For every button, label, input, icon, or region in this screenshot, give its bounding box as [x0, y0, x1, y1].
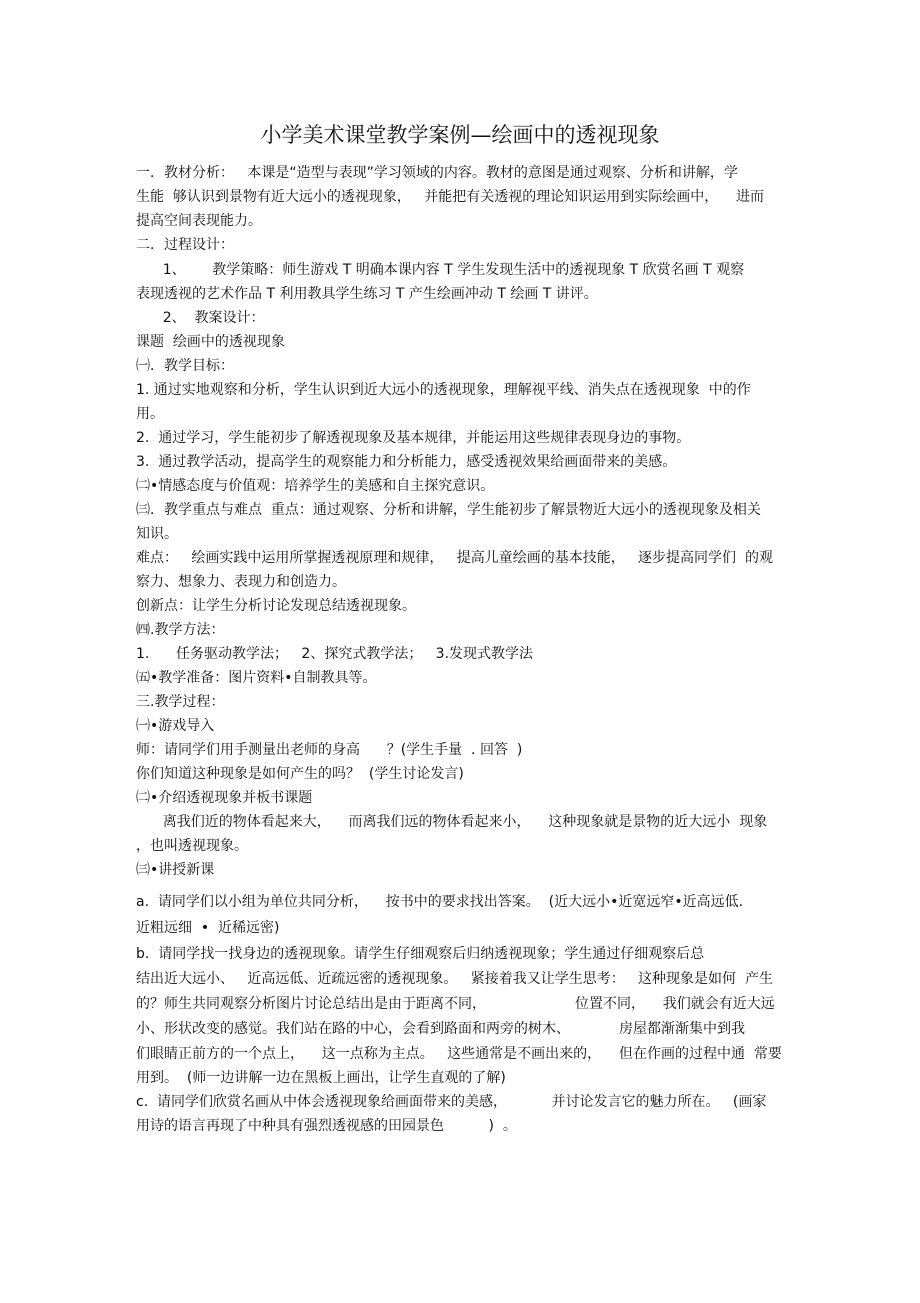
- text-line: 1. 通过实地观察和分析，学生认识到近大远小的透视现象，理解视平线、消失点在透视现象 中的作: [136, 382, 751, 398]
- text-line: 小、形状改变的感觉。我们站在路的中心，会看到路面和两旁的树木、 房屋都渐渐集中到我: [136, 1021, 745, 1037]
- text-line: ㈠．教学目标：: [136, 358, 234, 374]
- text-line: ㈣.教学方法：: [136, 622, 225, 638]
- text-line: ㈤•教学准备：图片资料•自制教具等。: [136, 670, 377, 686]
- text-line: 难点： 绘画实践中运用所掌握透视原理和规律， 提高儿童绘画的基本技能， 逐步提高同学们 的观: [136, 550, 773, 566]
- text-line: b. 请同学找一找身边的透视现象。请学生仔细观察后归纳透视现象；学生通过仔细观察后总: [136, 946, 705, 962]
- text-line: 察力、想象力、表现力和创造力。: [136, 574, 346, 590]
- text-line: 师：请同学们用手测量出老师的身高 ？(学生手量 . 回答 ): [136, 742, 523, 758]
- text-line: 课题 绘画中的透视现象: [136, 334, 285, 350]
- text-line: a. 请同学们以小组为单位共同分析， 按书中的要求找出答案。 (近大远小•近宽远窄•近高远低.: [136, 894, 744, 910]
- text-line: 近粗远细 • 近稀远密): [136, 920, 280, 936]
- text-line: 结出近大远小、 近高远低、近疏远密的透视现象。 紧接着我又让学生思考： 这种现象是如何 产生: [136, 971, 773, 987]
- text-line: 知识。: [136, 526, 178, 542]
- text-line: ㈢．教学重点与难点 重点：通过观察、分析和讲解，学生能初步了解景物近大远小的透视现象及相关: [136, 502, 761, 518]
- text-line: 创新点：让学生分析讨论发现总结透视现象。: [136, 598, 416, 614]
- document-title: 小学美术课堂教学案例—绘画中的透视现象: [260, 123, 660, 147]
- text-line: ㈠•游戏导入: [136, 718, 215, 734]
- text-line: 你们知道这种现象是如何产生的吗？ (学生讨论发言): [136, 766, 464, 782]
- text-line: 离我们近的物体看起来大， 而离我们远的物体看起来小， 这种现象就是景物的近大远小 现象: [136, 814, 768, 830]
- text-line: 2. 通过学习，学生能初步了解透视现象及基本规律，并能运用这些规律表现身边的事物。: [136, 430, 691, 446]
- text-line: 用。: [136, 406, 164, 422]
- text-line: ㈢•讲授新课: [136, 862, 215, 878]
- section-heading: 三.教学过程：: [136, 694, 225, 710]
- text-line: 们眼睛正前方的一个点上， 这一点称为主点。 这些通常是不画出来的， 但在作画的过程中通 常要: [136, 1046, 782, 1062]
- text-line: 用到。 (师一边讲解一边在黑板上画出，让学生直观的了解): [136, 1070, 506, 1086]
- text-line: 提高空间表现能力。: [136, 213, 262, 229]
- text-line: 1. 任务驱动教学法； 2、探究式教学法； 3.发现式教学法: [136, 646, 534, 662]
- text-line: c. 请同学们欣赏名画从中体会透视现象给画面带来的美感， 并讨论发言它的魅力所在。 (画家: [136, 1094, 767, 1110]
- text-line: ，也叫透视现象。: [136, 838, 248, 854]
- text-line: 用诗的语言再现了中种具有强烈透视感的田园景色 ) 。: [136, 1118, 517, 1134]
- text-line: 3. 通过教学活动，提高学生的观察能力和分析能力，感受透视效果给画面带来的美感。: [136, 454, 677, 470]
- text-line: ㈡•情感态度与价值观：培养学生的美感和自主探究意识。: [136, 478, 495, 494]
- text-line: 表现透视的艺术作品 T 利用教具学生练习 T 产生绘画冲动 T 绘画 T 讲评。: [136, 286, 598, 302]
- text-line: ㈡•介绍透视现象并板书课题: [136, 790, 313, 806]
- section-heading: 二．过程设计：: [136, 237, 234, 253]
- text-line: 的？师生共同观察分析图片讨论总结出是由于距离不同， 位置不同， 我们就会有近大远: [136, 996, 775, 1012]
- text-line: 生能 够认识到景物有近大远小的透视现象， 并能把有关透视的理论知识运用到实际绘画中， 进而: [136, 189, 765, 205]
- text-line: 1、 教学策略：师生游戏 T 明确本课内容 T 学生发现生活中的透视现象 T 欣赏名画 T 观察: [136, 262, 745, 278]
- text-line: 2、 教案设计：: [136, 310, 265, 326]
- text-line: 一．教材分析： 本课是“造型与表现”学习领域的内容。教材的意图是通过观察、分析和讲解，学: [136, 165, 738, 181]
